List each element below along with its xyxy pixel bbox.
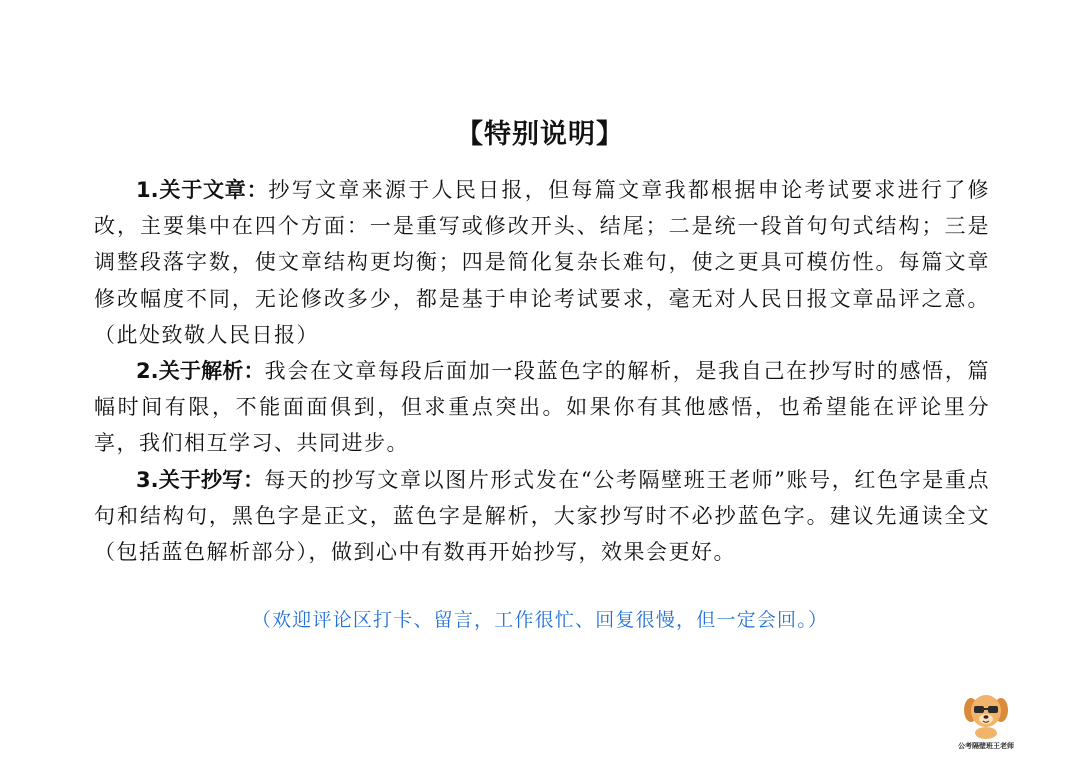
section-heading: 1.关于文章 [136, 178, 247, 202]
section-copying [94, 462, 990, 571]
section-analysis [94, 353, 990, 462]
section-text: 抄写文章来源于人民日报，但每篇文章我都根据申论考试要求进行了修改，主要集中在四个方面：一是重写或修改开头、结尾；二是统一段首句句式结构；三是调整段落字数，使文章结构更均衡；四是简化复杂长难句，使之更具可模仿性。每篇文章修改幅度不同，无论修改多少，都是基于申论考试要求，毫无对人民日报文章品评之意。（此处致敬人民日报） [94, 178, 991, 347]
section-heading: 3.关于抄写 [136, 467, 244, 492]
section-article [94, 172, 990, 353]
section-heading-colon: ： [243, 359, 265, 384]
logo-caption: 公考隔壁班王老师 [958, 742, 1014, 750]
notice-body [94, 172, 990, 570]
section-heading-colon: ： [246, 178, 269, 202]
section-text: 我会在文章每段后面加一段蓝色字的解析，是我自己在抄写时的感悟，篇幅时间有限，不能面面俱到，但求重点突出。如果你有其他感悟，也希望能在评论里分享，我们相互学习、共同进步。 [94, 359, 991, 456]
comment-invitation-note: （欢迎评论区打卡、留言，工作很忙、回复很慢，但一定会回。） [251, 609, 829, 631]
dog-with-glasses-icon [962, 690, 1010, 740]
page-title: 【特别说明】 [456, 119, 624, 150]
section-text: 每天的抄写文章以图片形式发在“公考隔壁班王老师”账号，红色字是重点句和结构句，黑色字是正文，蓝色字是解析，大家抄写时不必抄蓝色字。建议先通读全文（包括蓝色解析部分），做到心中有数再开始抄写，效果会更好。 [94, 467, 990, 565]
section-heading-colon: ： [243, 467, 265, 492]
watermark-logo [954, 690, 1018, 754]
section-heading: 2.关于解析 [136, 359, 244, 384]
